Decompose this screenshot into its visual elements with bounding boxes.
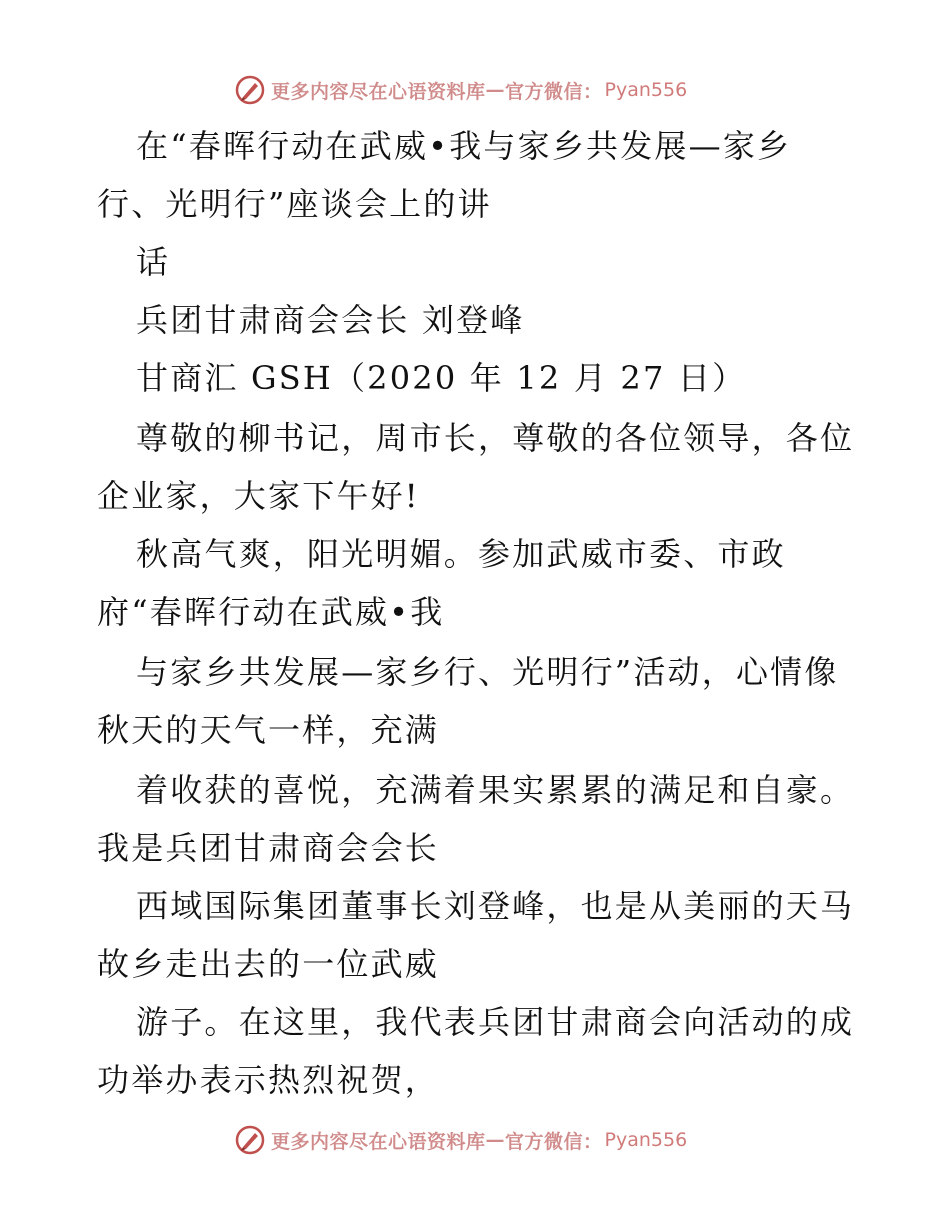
- paragraph-line: 企业家，大家下午好!: [97, 477, 420, 515]
- title-line-2: 行、光明行”座谈会上的讲: [97, 185, 492, 223]
- footer-watermark: [235, 1123, 687, 1157]
- source-date-line: 甘商汇 GSH（2020 年 12 月 27 日）: [136, 359, 747, 397]
- watermark-contact-id: Pyan556: [604, 79, 688, 101]
- watermark-brand: 更多内容尽在心语资料库: [271, 80, 486, 103]
- paragraph-line: 着收获的喜悦，充满着果实累累的满足和自豪。: [136, 771, 855, 809]
- paragraph-line: 尊敬的柳书记，周市长，尊敬的各位领导，各位: [136, 419, 855, 457]
- watermark-brand: 更多内容尽在心语资料库: [271, 1130, 486, 1153]
- pen-logo-icon: [235, 1125, 265, 1155]
- paragraph-line: 西域国际集团董事长刘登峰，也是从美丽的天马: [136, 887, 855, 925]
- paragraph-line: 游子。在这里，我代表兵团甘肃商会向活动的成: [136, 1003, 855, 1041]
- paragraph-line: 秋高气爽，阳光明媚。参加武威市委、市政: [136, 535, 786, 573]
- watermark-contact-id: Pyan556: [604, 1129, 688, 1151]
- pen-logo-icon: [235, 75, 265, 105]
- author-line: 兵团甘肃商会会长 刘登峰: [136, 301, 525, 339]
- watermark-dash: —: [485, 1129, 506, 1151]
- paragraph-line: 我是兵团甘肃商会会长: [97, 829, 440, 867]
- title-line-1: 在“春晖行动在武威•我与家乡共发展—家乡: [136, 127, 792, 165]
- paragraph-line: 故乡走出去的一位武威: [97, 945, 440, 983]
- watermark-dash: —: [485, 79, 506, 101]
- watermark-contact-prefix: 官方微信：: [505, 1130, 603, 1153]
- paragraph-line: 与家乡共发展—家乡行、光明行”活动，心情像: [136, 653, 839, 691]
- paragraph-line: 秋天的天气一样，充满: [97, 711, 440, 749]
- header-watermark: [235, 73, 687, 107]
- title-line-3: 话: [136, 243, 171, 281]
- paragraph-line: 府“春晖行动在武威•我: [97, 593, 445, 631]
- watermark-contact-prefix: 官方微信：: [505, 80, 603, 103]
- paragraph-line: 功举办表示热烈祝贺，: [97, 1061, 440, 1099]
